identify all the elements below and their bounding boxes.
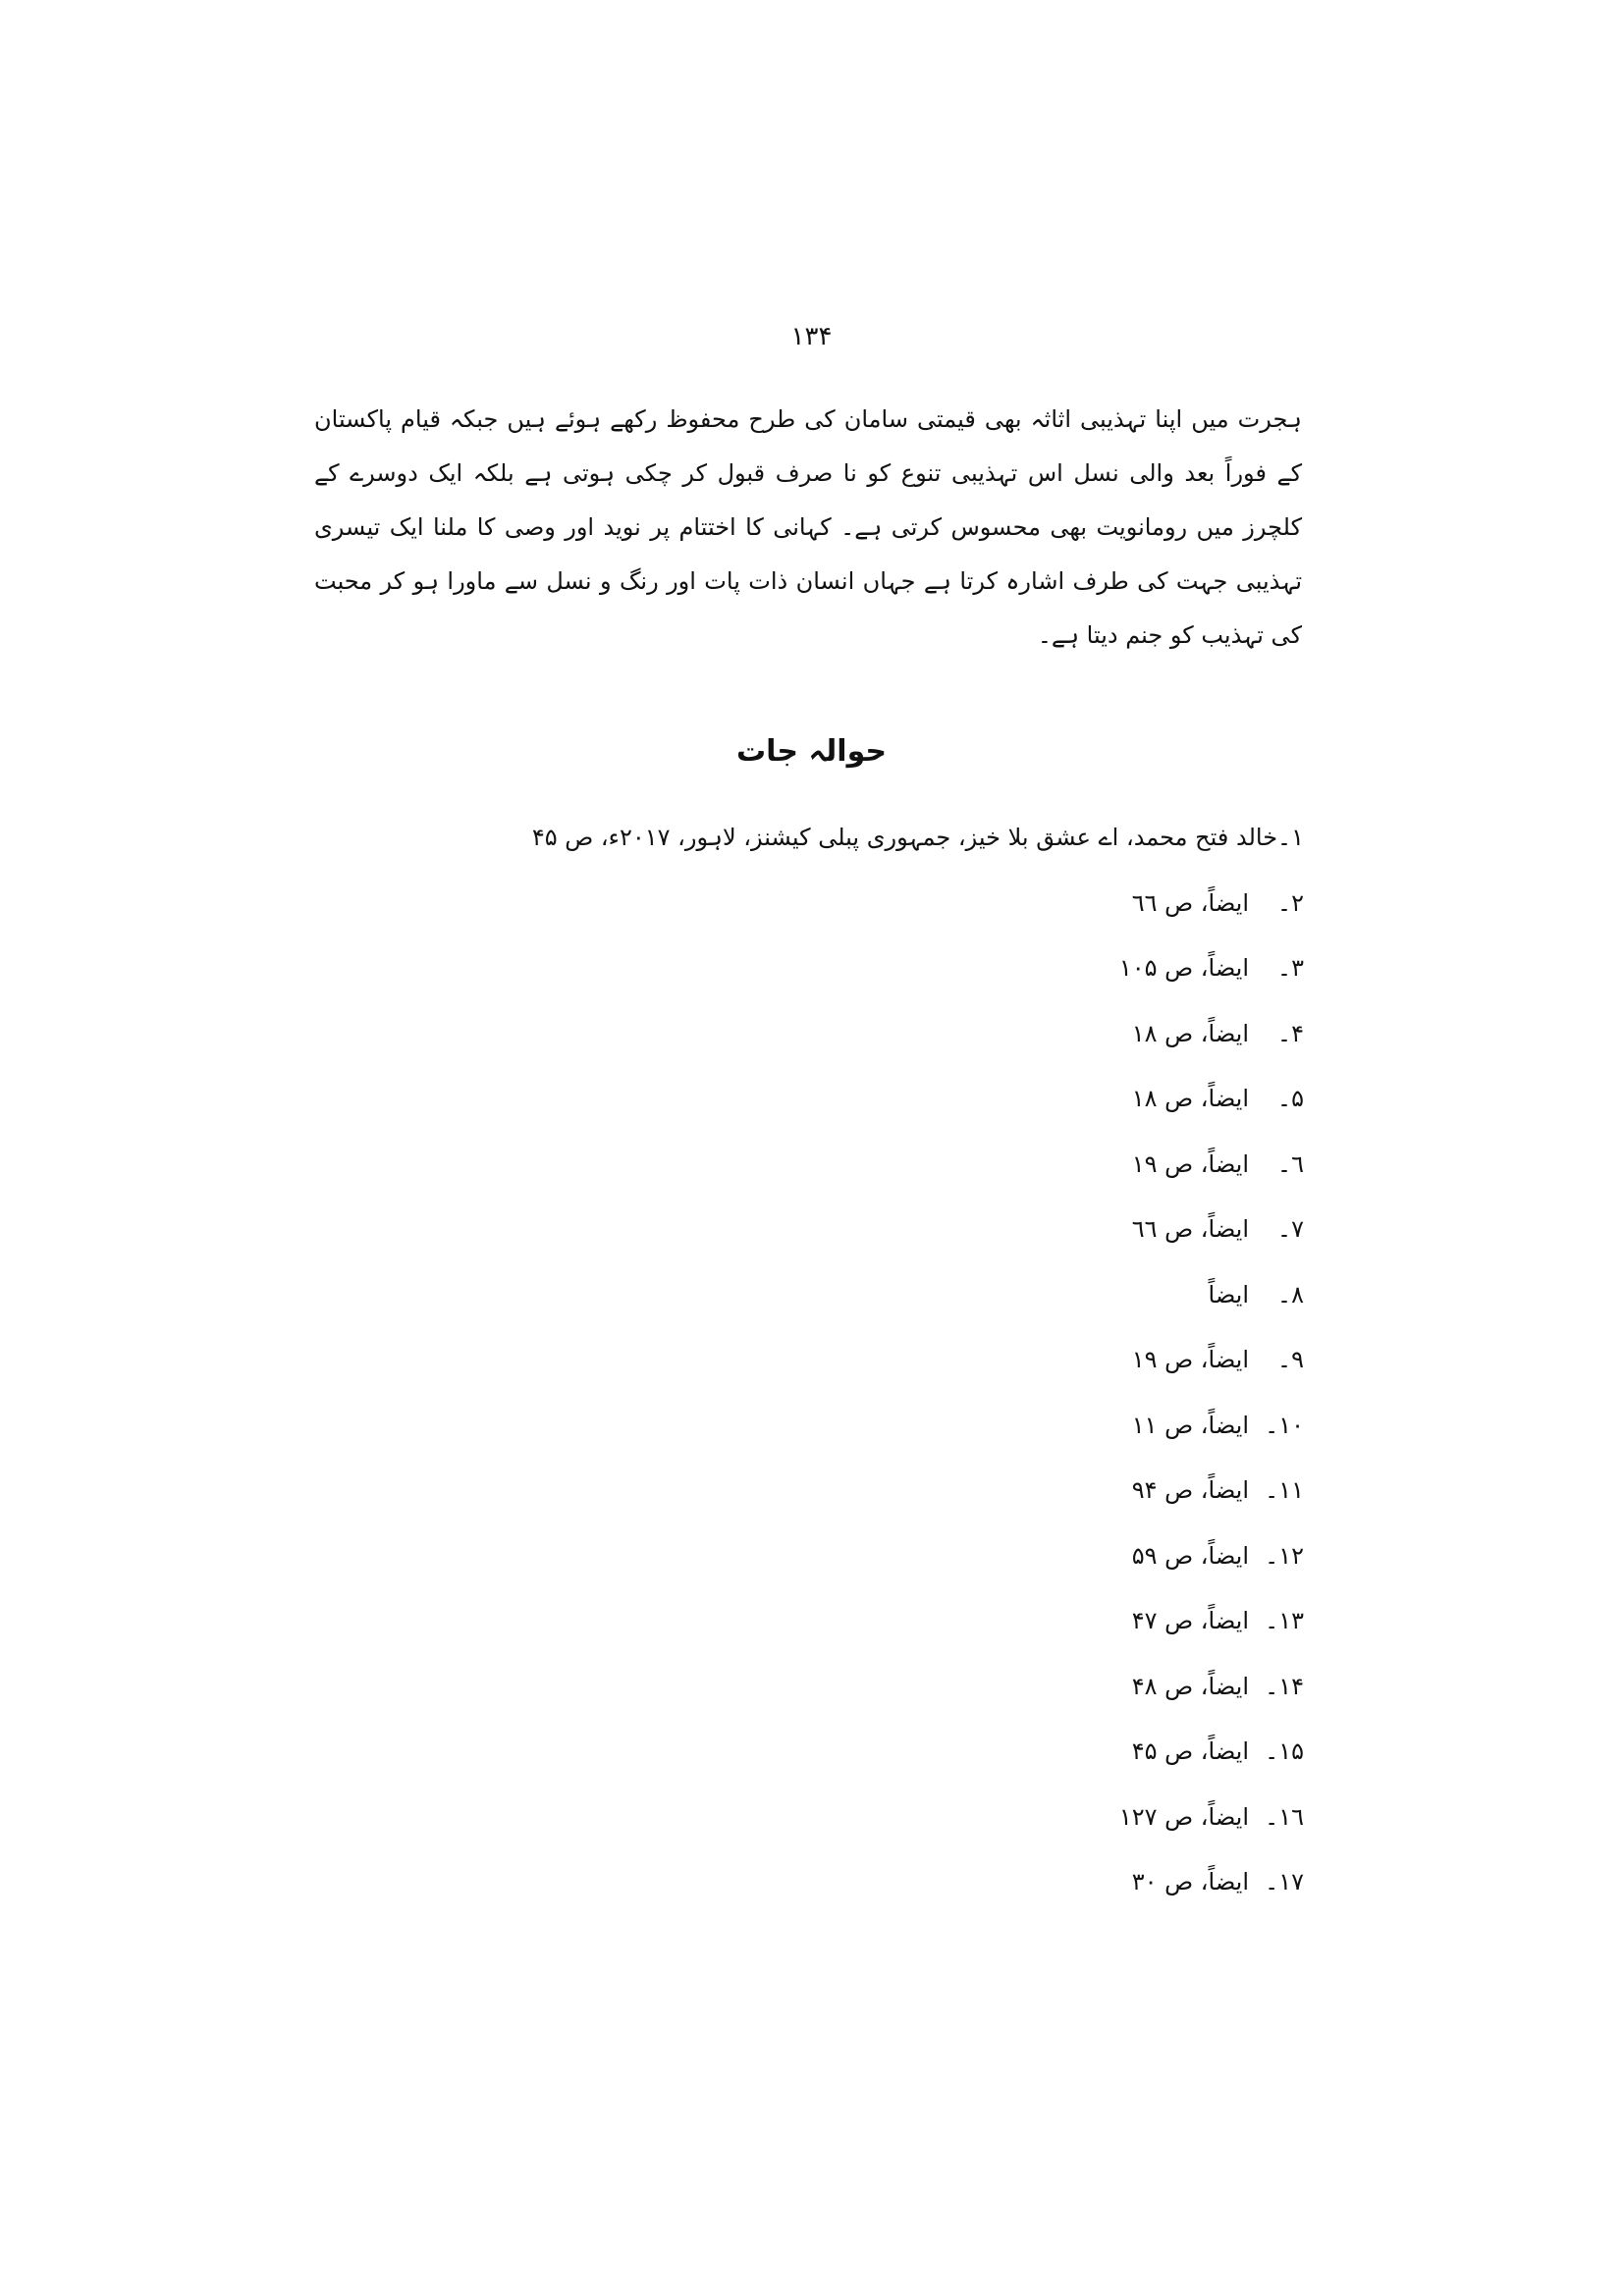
references-list	[531, 805, 1304, 1915]
reference-number: ۱۱۔	[1265, 1476, 1304, 1504]
reference-number: ۱۴۔	[1265, 1672, 1304, 1700]
reference-number: ۹۔	[1277, 1346, 1304, 1373]
reference-number: ۱۰۔	[1265, 1411, 1304, 1439]
reference-text: ایضاً، ص ۱۹	[1131, 1346, 1249, 1373]
reference-text: ایضاً، ص ۱۸	[1131, 1085, 1249, 1112]
reference-text: ایضاً، ص ۱۸	[1131, 1019, 1249, 1047]
reference-item	[648, 1197, 1304, 1262]
reference-number: ۸۔	[1277, 1280, 1304, 1308]
reference-number: ۱۳۔	[1265, 1607, 1304, 1634]
reference-number: ۱۲۔	[1265, 1541, 1304, 1570]
reference-number: ۱۷۔	[1265, 1868, 1304, 1896]
reference-number: ۱٦۔	[1265, 1802, 1304, 1831]
reference-item	[648, 871, 1304, 936]
body-paragraph: ہجرت میں اپنا تہذیبی اثاثہ بھی قیمتی سامان کی طرح محفوظ رکھے ہوئے ہیں جبکہ قیام پاکستان کے فوراً بعد والی نسل اس تہذیبی تنوع کو نا صرف قبول کر چکی ہوتی ہے بلکہ ایک دوسرے کے کلچرز میں رومانویت بھی محسوس کرتی ہے۔ کہانی کا اختتام پر نوید اور وصی کا ملنا ایک تیسری تہذیبی جہت کی طرف اشارہ کرتا ہے جہاں انسان ذات پات اور رنگ و نسل سے ماورا ہو کر محبت کی تہذیب کو جنم دیتا ہے۔	[314, 405, 1302, 649]
reference-item	[648, 1523, 1304, 1589]
reference-item	[648, 1393, 1304, 1459]
reference-item	[648, 1001, 1304, 1067]
reference-item	[648, 1849, 1304, 1915]
reference-number: ۳۔	[1277, 954, 1304, 982]
reference-item	[648, 1654, 1304, 1720]
references-heading: حوالہ جات	[735, 734, 888, 769]
reference-text: ایضاً	[1208, 1280, 1249, 1308]
reference-text: ایضاً، ص ۵۹	[1131, 1541, 1249, 1570]
reference-item	[648, 1719, 1304, 1785]
page-number: ۱۳۴	[790, 322, 833, 351]
reference-item	[648, 1458, 1304, 1523]
reference-item	[648, 1588, 1304, 1654]
reference-item	[648, 1132, 1304, 1198]
reference-text: ایضاً، ص ٦٦	[1131, 1215, 1249, 1243]
reference-number: ۴۔	[1277, 1019, 1304, 1047]
reference-text: ایضاً، ص ۱۹	[1131, 1149, 1249, 1178]
reference-text: ایضاً، ص ۱۲۷	[1118, 1802, 1249, 1831]
reference-text: ایضاً، ص ۴۸	[1131, 1672, 1249, 1700]
reference-item	[648, 1785, 1304, 1850]
reference-number: ۵۔	[1277, 1085, 1304, 1112]
reference-number: ۲۔	[1277, 888, 1304, 917]
reference-item	[648, 1066, 1304, 1132]
reference-text: ایضاً، ص ٦٦	[1131, 888, 1249, 917]
reference-text: ایضاً، ص ۱۱	[1131, 1411, 1249, 1439]
reference-text: ایضاً، ص ۱۰۵	[1118, 954, 1249, 982]
reference-text: خالد فتح محمد، اے عشق بلا خیز، جمہوری پبلی کیشنز، لاہور، ۲۰۱۷ء، ص ۴۵	[531, 824, 1278, 851]
reference-text: ایضاً، ص ۳۰	[1131, 1868, 1249, 1896]
reference-item	[531, 805, 1304, 871]
reference-item	[648, 935, 1304, 1001]
reference-item	[648, 1262, 1304, 1328]
reference-number: ۱۔	[1277, 824, 1304, 851]
reference-number: ۷۔	[1277, 1215, 1304, 1243]
reference-text: ایضاً، ص ۹۴	[1131, 1476, 1249, 1504]
reference-text: ایضاً، ص ۴۷	[1131, 1607, 1249, 1634]
reference-item	[648, 1327, 1304, 1393]
reference-number: ۱۵۔	[1265, 1737, 1304, 1765]
reference-text: ایضاً، ص ۴۵	[1131, 1737, 1249, 1765]
reference-number: ٦۔	[1277, 1149, 1304, 1178]
